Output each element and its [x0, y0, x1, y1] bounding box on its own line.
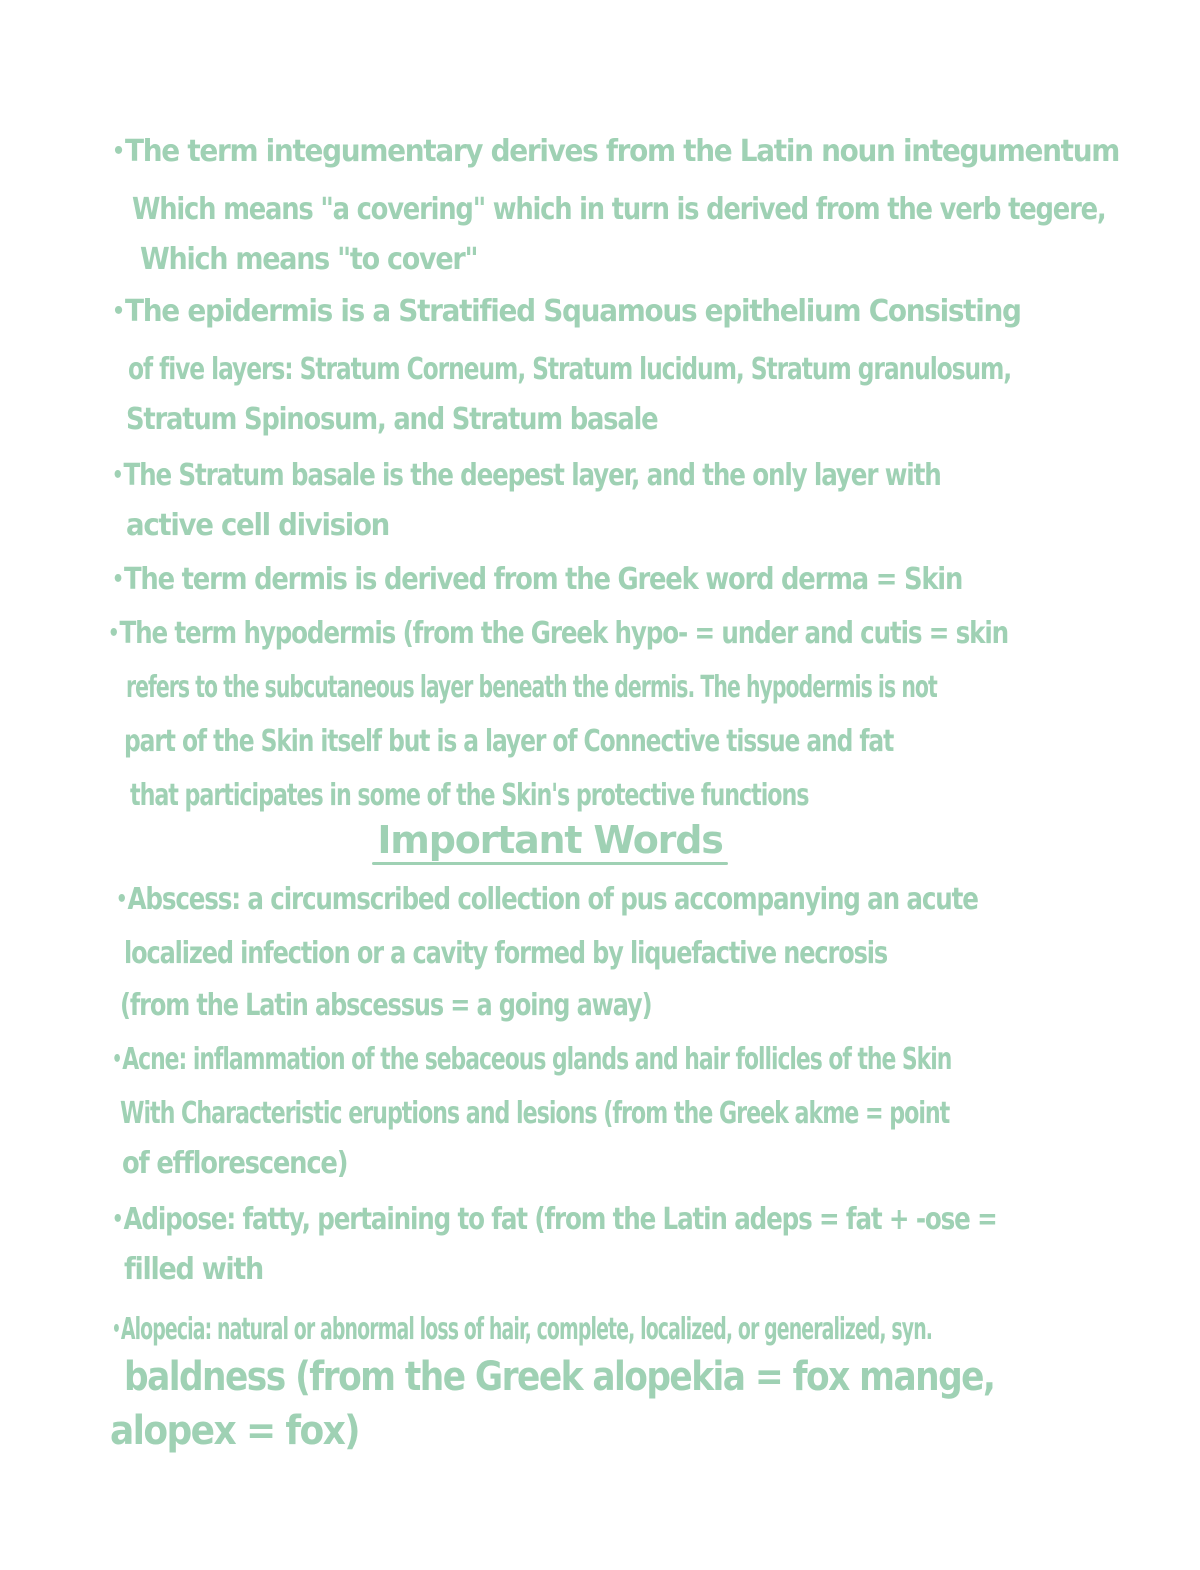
word-abscess-line-3: (from the Latin abscessus = a going away) — [120, 988, 652, 1023]
note-2-line-2: of five layers: Stratum Corneum, Stratum lucidum, Stratum granulosum, — [128, 352, 1012, 387]
note-2-line-1: •The epidermis is a Stratified Squamous epithelium Consisting — [112, 292, 1021, 332]
word-alopecia-line-2: baldness (from the Greek alopekia = fox mange, — [124, 1354, 995, 1400]
word-acne-line-3: of efflorescence) — [122, 1146, 348, 1181]
note-3-line-1: •The Stratum basale is the deepest layer, and the only layer with — [112, 456, 941, 496]
bullet: • — [108, 621, 119, 646]
note-3-line-2: active cell division — [126, 508, 389, 543]
note-5-line-2: refers to the subcutaneous layer beneath the dermis. The hypodermis is not — [126, 670, 937, 705]
bullet: • — [116, 887, 127, 912]
word-acne-line-2: With Characteristic eruptions and lesions (from the Greek akme = point — [120, 1096, 950, 1131]
word-abscess-line-1: •Abscess: a circumscribed collection of pus accompanying an acute — [116, 880, 978, 920]
word-abscess-line-2: localized infection or a cavity formed by liquefactive necrosis — [124, 936, 888, 971]
bullet: • — [112, 1317, 120, 1342]
note-1-line-1: •The term integumentary derives from the Latin noun integumentum — [112, 132, 1119, 172]
bullet: • — [112, 139, 124, 164]
bullet: • — [112, 463, 123, 488]
note-2-line-3: Stratum Spinosum, and Stratum basale — [126, 402, 658, 437]
word-acne-line-1: •Acne: inflammation of the sebaceous glands and hair follicles of the Skin — [112, 1040, 951, 1080]
important-words-heading: Important Words — [377, 818, 723, 862]
word-alopecia-line-3: alopex = fox) — [110, 1408, 360, 1454]
word-alopecia-line-1: •Alopecia: natural or abnormal loss of hair, complete, localized, or generalized, syn. — [112, 1310, 932, 1350]
bullet: • — [112, 567, 123, 592]
note-5-line-3: part of the Skin itself but is a layer of Connective tissue and fat — [124, 724, 894, 759]
note-4-line-1: •The term dermis is derived from the Greek word derma = Skin — [112, 560, 962, 600]
bullet: • — [112, 299, 124, 324]
note-1-line-3: Which means "to cover" — [140, 242, 478, 277]
note-5-line-4: that participates in some of the Skin's protective functions — [130, 778, 809, 813]
note-1-line-2: Which means "a covering" which in turn is derived from the verb tegere, — [132, 192, 1106, 227]
heading-underline — [372, 862, 728, 865]
bullet: • — [112, 1047, 122, 1072]
note-5-line-1: •The term hypodermis (from the Greek hypo- = under and cutis = skin — [108, 614, 1008, 654]
word-adipose-line-2: filled with — [124, 1252, 264, 1287]
bullet: • — [112, 1207, 123, 1232]
word-adipose-line-1: •Adipose: fatty, pertaining to fat (from the Latin adeps = fat + -ose = — [112, 1200, 997, 1240]
